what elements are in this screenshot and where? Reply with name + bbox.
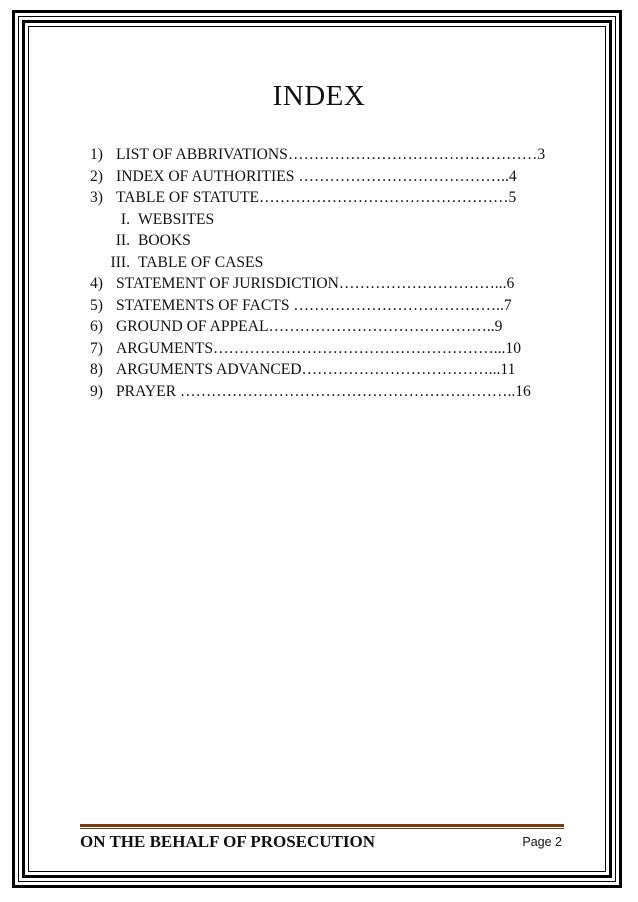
toc-subnumber: III. <box>110 253 130 271</box>
page-number: Page 2 <box>522 835 562 849</box>
toc-text: TABLE OF STATUTE…………………………………………5 <box>116 189 517 206</box>
toc-text: STATEMENTS OF FACTS …………………………………..7 <box>116 296 512 314</box>
footer-rule-thin <box>80 828 564 829</box>
toc-text: LIST OF ABBRIVATIONS…………………………………………3 <box>116 146 546 163</box>
toc-text: ARGUMENTS………………………………………………...10 <box>116 339 522 357</box>
toc-subitem-table-of-cases <box>90 252 560 274</box>
page-title: INDEX <box>272 80 366 112</box>
toc-subnumber: I. <box>120 210 130 228</box>
toc-number: 9) <box>90 382 103 400</box>
toc-number: 6) <box>90 318 103 335</box>
table-of-contents <box>90 144 560 402</box>
toc-subitem-books <box>90 230 560 252</box>
toc-item-statements-of-facts <box>90 295 560 317</box>
toc-text: STATEMENT OF JURISDICTION…………………………...6 <box>116 275 515 292</box>
toc-item-ground-of-appeal <box>90 316 560 338</box>
toc-item-arguments <box>90 338 560 360</box>
toc-subnumber: II. <box>115 232 130 249</box>
toc-text: INDEX OF AUTHORITIES …………………………………..4 <box>116 167 517 185</box>
toc-item-table-of-statute <box>90 187 560 209</box>
toc-item-arguments-advanced <box>90 359 560 381</box>
toc-text: GROUND OF APPEAL……………………………………..9 <box>116 318 503 335</box>
toc-subitem-websites <box>90 209 560 231</box>
toc-item-list-of-abbreviations <box>90 144 560 166</box>
toc-item-statement-of-jurisdiction <box>90 273 560 295</box>
toc-item-prayer <box>90 381 560 403</box>
footer-rule-thick <box>80 824 564 827</box>
toc-number: 1) <box>90 146 103 163</box>
footer-label: ON THE BEHALF OF PROSECUTION <box>80 832 376 851</box>
toc-number: 2) <box>90 167 103 185</box>
toc-number: 5) <box>90 296 103 314</box>
toc-number: 4) <box>90 275 103 292</box>
toc-text: BOOKS <box>138 232 191 249</box>
toc-number: 7) <box>90 339 103 357</box>
toc-text: TABLE OF CASES <box>138 253 264 271</box>
toc-number: 8) <box>90 361 103 378</box>
toc-text: WEBSITES <box>138 210 215 228</box>
toc-item-index-of-authorities <box>90 166 560 188</box>
toc-number: 3) <box>90 189 103 206</box>
toc-text: PRAYER ………………………………………………………..16 <box>116 382 531 400</box>
toc-text: ARGUMENTS ADVANCED………………………………...11 <box>116 361 516 378</box>
